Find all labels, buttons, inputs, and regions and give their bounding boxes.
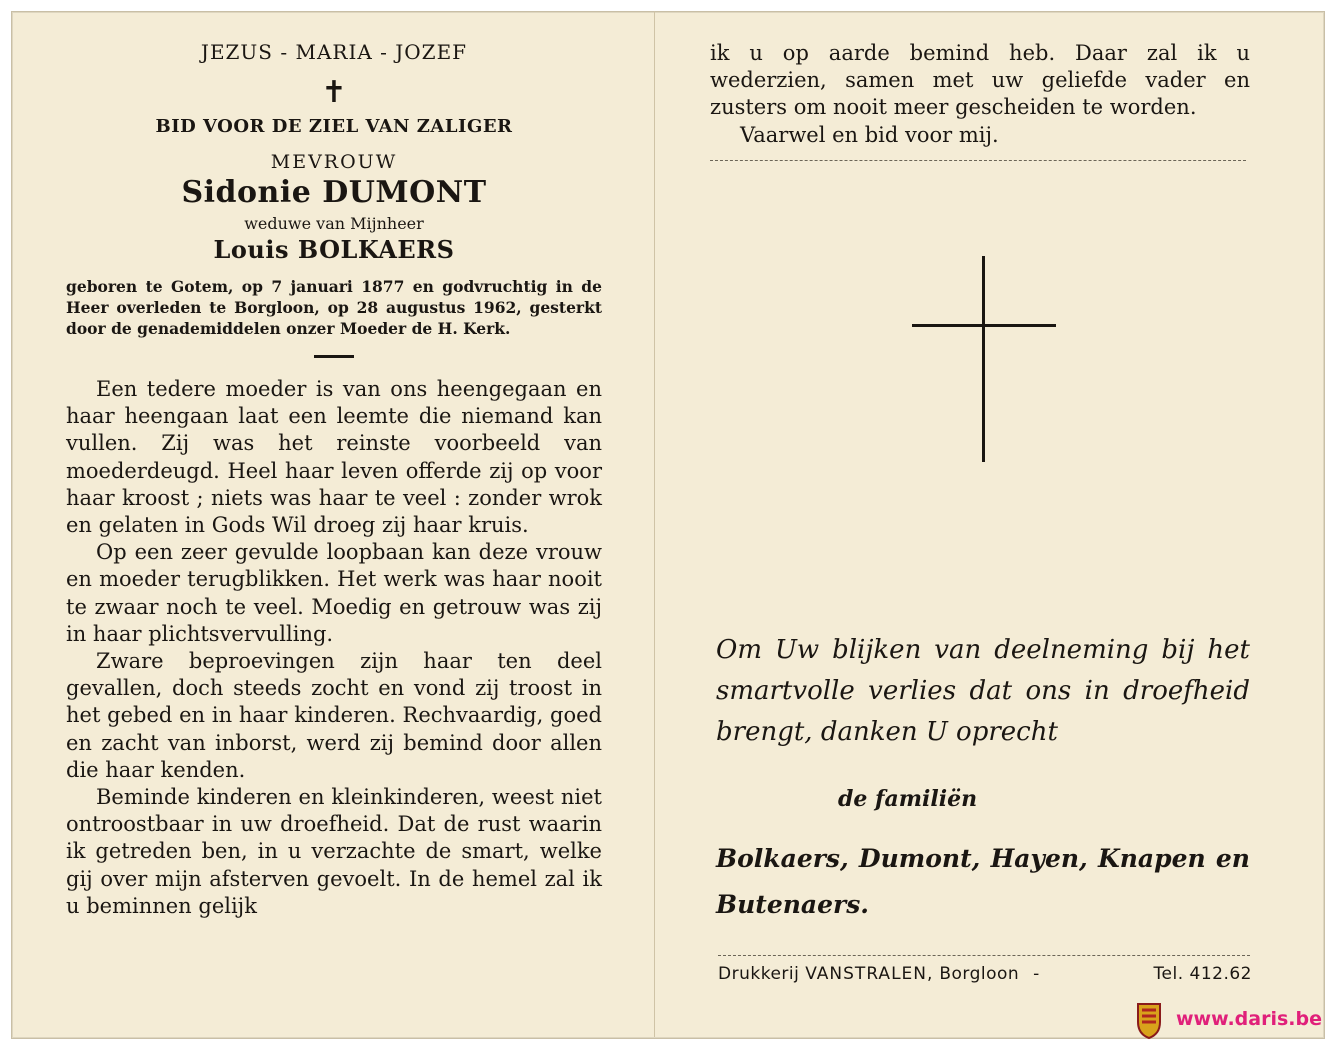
- eulogy-continuation: ik u op aarde bemind heb. Daar zal ik u wederzien, samen met uw geliefde vader en zusters om nooit meer gescheiden te worden.: [710, 41, 1250, 120]
- printer-name: VANSTRALEN,: [805, 964, 934, 984]
- large-cross-icon: [912, 256, 1056, 462]
- divider-top: [710, 160, 1246, 161]
- divider-bottom: [718, 955, 1250, 956]
- husband-name: Louis BOLKAERS: [213, 235, 455, 264]
- eulogy-paragraph: Op een zeer gevulde loopbaan kan deze vrouw en moeder terugblikken. Het werk was haar nooit te zwaar noch te veel. Moedig en getrouw was zij in haar plichtsvervulling.: [66, 540, 602, 646]
- life-details: geboren te Gotem, op 7 januari 1877 en godvruchtig in de Heer overleden te Borgloon, op 28 augustus 1962, gesterkt door de genademiddelen onzer Moeder de H. Kerk.: [66, 277, 602, 338]
- families-list: Bolkaers, Dumont, Hayen, Knapen en Butenaers.: [716, 844, 1250, 919]
- families-intro: de familiën: [838, 786, 978, 812]
- printer-line: [718, 964, 1252, 984]
- eulogy-paragraph: Een tedere moeder is van ons heengegaan en haar heengaan laat een leemte die niemand kan vullen. Zij was het reinste voorbeeld van moederdeugd. Heel haar leven offerde zij op voor haar kroost ; niets was haar te veel : zonder wrok en gelaten in Gods Wil droeg zij haar kruis.: [66, 377, 602, 538]
- printer-label: Drukkerij: [718, 964, 800, 984]
- left-panel: [66, 30, 602, 920]
- thanks-message: Om Uw blijken van deelneming bij het smartvolle verlies dat ons in droefheid brengt, danken U oprecht: [716, 635, 1250, 747]
- printer-tel: Tel. 412.62: [1153, 964, 1252, 984]
- deceased-name: Sidonie DUMONT: [181, 175, 487, 210]
- eulogy-paragraph: Beminde kinderen en kleinkinderen, weest niet ontroostbaar in uw droefheid. Dat de rust waarin ik getreden ben, in u verzachte de smart, welke gij over mijn afsterven gevoelt. In de hemel zal ik u beminnen gelijk: [66, 785, 602, 918]
- printer-separator: -: [1033, 964, 1040, 984]
- divider: [314, 355, 354, 358]
- shield-icon: [1136, 1000, 1162, 1040]
- heading: JEZUS - MARIA - JOZEF: [200, 40, 468, 64]
- pray-line: BID VOOR DE ZIEL VAN ZALIGER: [155, 116, 513, 137]
- farewell: Vaarwel en bid voor mij.: [740, 122, 999, 147]
- watermark: [1130, 1000, 1330, 1046]
- card-fold-line: [654, 11, 655, 1037]
- cross-icon: ✝: [321, 75, 347, 110]
- eulogy-paragraph: Zware beproevingen zijn haar ten deel gevallen, doch steeds zocht en vond zij troost in het gebed en in haar kinderen. Rechvaardig, goed en zacht van inborst, werd zij bemind door allen die haar kenden.: [66, 649, 602, 782]
- title: MEVROUW: [270, 151, 398, 173]
- printer-city: Borgloon: [939, 964, 1020, 984]
- eulogy: [66, 376, 602, 920]
- eulogy-continued: [710, 40, 1250, 149]
- watermark-text: www.daris.be: [1176, 1008, 1322, 1030]
- right-panel: [710, 30, 1250, 149]
- widow-of: weduwe van Mijnheer: [244, 214, 424, 233]
